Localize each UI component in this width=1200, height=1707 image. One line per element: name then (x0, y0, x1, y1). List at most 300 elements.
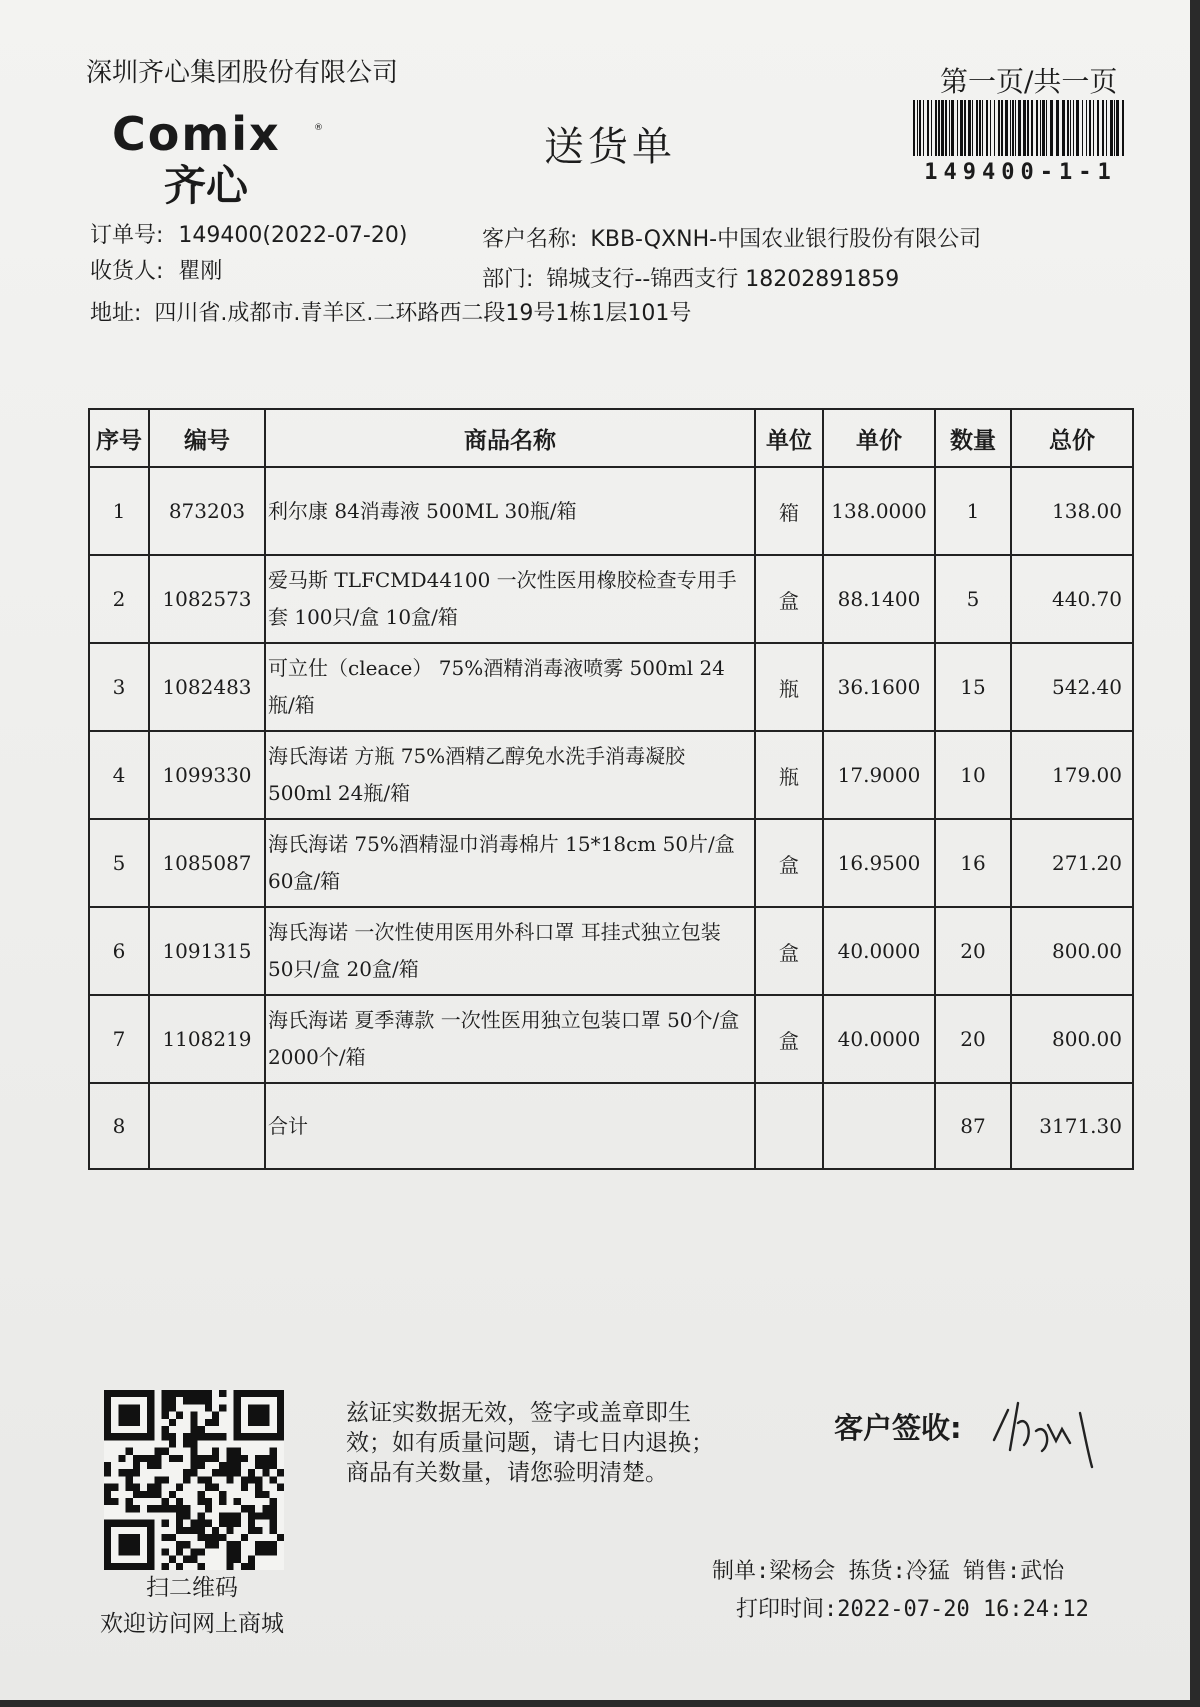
barcode-bar (998, 100, 1000, 156)
qr-module (169, 1534, 176, 1541)
qr-module (190, 1548, 197, 1555)
barcode-bar (1046, 100, 1047, 156)
barcode-bar (972, 100, 973, 156)
barcode-bar (1042, 100, 1045, 156)
total-row (89, 1083, 1133, 1169)
qr-module (169, 1455, 176, 1462)
barcode-bar (1102, 100, 1104, 156)
qr-caption-line-2: 欢迎访问网上商城 (100, 1611, 284, 1637)
barcode-bar (1086, 100, 1087, 156)
print-time: 打印时间:2022-07-20 16:24:12 (736, 1597, 1089, 1622)
qr-module (198, 1498, 205, 1505)
qr-module (133, 1491, 140, 1498)
svg-text:®: ® (314, 123, 323, 133)
qr-module (226, 1462, 233, 1469)
qr-module (262, 1491, 269, 1498)
qr-module (212, 1534, 219, 1541)
qr-module (169, 1505, 176, 1512)
header-unit: 单位 (755, 409, 823, 467)
cell-seq: 4 (89, 731, 149, 819)
qr-module (176, 1455, 183, 1462)
qr-module (126, 1505, 133, 1512)
qr-module (111, 1498, 118, 1505)
qr-module (234, 1556, 241, 1563)
qr-module (248, 1404, 270, 1426)
barcode-bar (1031, 100, 1033, 156)
qr-module (234, 1455, 241, 1462)
barcode-bar (1062, 100, 1065, 156)
qr-module (183, 1433, 190, 1440)
barcode-bar (1110, 100, 1113, 156)
qr-module (190, 1556, 197, 1563)
header-price: 单价 (823, 409, 935, 467)
qr-module (198, 1512, 205, 1519)
qr-module (255, 1484, 262, 1491)
qr-module (205, 1419, 212, 1426)
qr-module (169, 1440, 176, 1447)
cell-unit: 盒 (755, 555, 823, 643)
qr-module (248, 1469, 255, 1476)
header-qty: 数量 (935, 409, 1011, 467)
qr-module (183, 1440, 190, 1447)
qr-module (183, 1469, 190, 1476)
barcode-bar (982, 100, 983, 156)
customer-label: 客户名称: (482, 227, 578, 252)
qr-module (126, 1448, 133, 1455)
qr-module (169, 1404, 176, 1411)
cell-price: 40.0000 (823, 995, 935, 1083)
dept-value: 锦城支行--锦西支行 18202891859 (546, 267, 900, 292)
qr-module (226, 1455, 233, 1462)
cell-seq: 2 (89, 555, 149, 643)
customer-name (482, 222, 981, 253)
cell-price: 36.1600 (823, 643, 935, 731)
qr-module (270, 1505, 277, 1512)
cell-qty: 15 (935, 643, 1011, 731)
barcode-bar (986, 100, 988, 156)
qr-module (212, 1527, 219, 1534)
qr-module (154, 1455, 161, 1462)
qr-module (248, 1520, 255, 1527)
qr-module (190, 1448, 197, 1455)
qr-module (133, 1455, 140, 1462)
barcode-bar (1040, 100, 1041, 156)
cell-total: 800.00 (1011, 995, 1133, 1083)
notice-line-2: 效；如有质量问题，请七日内退换； (346, 1430, 714, 1456)
qr-module (241, 1534, 248, 1541)
qr-module (198, 1455, 205, 1462)
qr-module (104, 1469, 111, 1476)
cell-price: 138.0000 (823, 467, 935, 555)
qr-module (226, 1520, 233, 1527)
qr-module (270, 1476, 277, 1483)
qr-module (162, 1426, 169, 1433)
qr-module (198, 1548, 205, 1555)
qr-module (133, 1469, 140, 1476)
qr-module (270, 1527, 277, 1534)
qr-module (154, 1448, 161, 1455)
qr-module (183, 1512, 190, 1519)
cell-name: 爱马斯 TLFCMD44100 一次性医用橡胶检查专用手套 100只/盒 10盒/箱 (265, 555, 755, 643)
qr-module (126, 1476, 133, 1483)
qr-module (190, 1426, 197, 1433)
qr-module (277, 1469, 284, 1476)
cell-code: 1082573 (149, 555, 265, 643)
cell-price: 16.9500 (823, 819, 935, 907)
qr-module (234, 1512, 241, 1519)
qr-module (205, 1433, 212, 1440)
qr-module (154, 1476, 161, 1483)
qr-module (154, 1484, 161, 1491)
qr-module (126, 1498, 133, 1505)
qr-module (262, 1469, 269, 1476)
svg-text:齐心: 齐心 (164, 161, 249, 208)
qr-module (219, 1512, 226, 1519)
qr-module (118, 1534, 140, 1556)
qr-module (248, 1476, 255, 1483)
notice-line-1: 兹证实数据无效，签字或盖章即生 (346, 1400, 691, 1426)
qr-module (212, 1484, 219, 1491)
qr-module (190, 1527, 197, 1534)
barcode-bar (1023, 100, 1026, 156)
cell-price: 17.9000 (823, 731, 935, 819)
barcode-bar (964, 100, 966, 156)
qr-module (248, 1505, 255, 1512)
barcode-bar (919, 100, 921, 156)
qr-module (190, 1455, 197, 1462)
qr-module (234, 1462, 241, 1469)
qr-module (270, 1541, 277, 1548)
cell-price: 40.0000 (823, 907, 935, 995)
qr-module (162, 1448, 169, 1455)
qr-module (226, 1448, 233, 1455)
barcode-bar (941, 100, 944, 156)
barcode-bar (1114, 100, 1115, 156)
barcode-bar (968, 100, 971, 156)
qr-module (241, 1505, 248, 1512)
barcode-bar (1050, 100, 1053, 156)
qr-module (212, 1419, 219, 1426)
qr-module (255, 1548, 262, 1555)
barcode-bar (990, 100, 991, 156)
qr-module (147, 1484, 154, 1491)
qr-module (262, 1505, 269, 1512)
qr-module (169, 1556, 176, 1563)
qr-module (169, 1491, 176, 1498)
qr-module (118, 1455, 125, 1462)
qr-module (262, 1541, 269, 1548)
cell-seq: 7 (89, 995, 149, 1083)
barcode-bar (935, 100, 937, 156)
qr-module (205, 1498, 212, 1505)
receiver-value: 瞿刚 (178, 259, 223, 284)
qr-module (255, 1512, 262, 1519)
header-code: 编号 (149, 409, 265, 467)
cell-seq: 3 (89, 643, 149, 731)
qr-module (277, 1534, 284, 1541)
staff-info: 制单:梁杨会 拣货:冷猛 销售:武怡 (712, 1559, 1065, 1584)
qr-module (219, 1433, 226, 1440)
qr-module (162, 1433, 169, 1440)
qr-module (262, 1462, 269, 1469)
qr-module (219, 1469, 226, 1476)
qr-module (162, 1397, 169, 1404)
dept-label: 部门: (482, 267, 534, 292)
qr-module (248, 1527, 255, 1534)
qr-module (255, 1527, 262, 1534)
qr-module (270, 1462, 277, 1469)
qr-module (234, 1520, 241, 1527)
qr-module (226, 1556, 233, 1563)
qr-module (183, 1541, 190, 1548)
qr-module (270, 1548, 277, 1555)
page-info: 第一页/共一页 (940, 65, 1118, 98)
cell-code: 1108219 (149, 995, 265, 1083)
qr-module (190, 1520, 197, 1527)
total-label: 合计 (265, 1083, 755, 1169)
qr-module (176, 1527, 183, 1534)
barcode-bar (1018, 100, 1021, 156)
qr-module (169, 1433, 176, 1440)
qr-module (198, 1397, 205, 1404)
qr-module (248, 1512, 255, 1519)
qr-module (176, 1390, 183, 1397)
qr-module (154, 1505, 161, 1512)
qr-module (255, 1491, 262, 1498)
qr-module (111, 1484, 118, 1491)
qr-module (176, 1505, 183, 1512)
document-title: 送货单 (544, 124, 676, 170)
table-row (89, 555, 1133, 643)
qr-module (234, 1498, 241, 1505)
qr-module (183, 1390, 190, 1397)
notice-text (346, 1398, 714, 1488)
qr-module (140, 1455, 147, 1462)
address (90, 296, 691, 327)
qr-module (190, 1462, 197, 1469)
qr-caption-line-1: 扫二维码 (146, 1575, 238, 1601)
qr-module (277, 1484, 284, 1491)
barcode-bar (951, 100, 954, 156)
qr-module (212, 1448, 219, 1455)
qr-module (248, 1563, 255, 1570)
total-qty: 87 (935, 1083, 1011, 1169)
qr-module (255, 1462, 262, 1469)
qr-module (234, 1548, 241, 1555)
qr-module (219, 1534, 226, 1541)
qr-module (190, 1412, 197, 1419)
qr-module (234, 1448, 241, 1455)
qr-module (183, 1397, 190, 1404)
qr-module (212, 1455, 219, 1462)
table-row (89, 731, 1133, 819)
qr-module (226, 1541, 233, 1548)
qr-module (118, 1469, 125, 1476)
qr-module (226, 1563, 233, 1570)
qr-module (198, 1476, 205, 1483)
cell-code: 1085087 (149, 819, 265, 907)
order-value: 149400(2022-07-20) (178, 223, 408, 248)
qr-module (118, 1404, 140, 1426)
qr-module (176, 1520, 183, 1527)
cell-name: 利尔康 84消毒液 500ML 30瓶/箱 (265, 467, 755, 555)
notice-line-3: 商品有关数量，请您验明清楚。 (346, 1460, 668, 1486)
cell-unit: 箱 (755, 467, 823, 555)
qr-module (162, 1390, 169, 1397)
qr-module (248, 1556, 255, 1563)
total-seq: 8 (89, 1083, 149, 1169)
barcode-bar (1070, 100, 1071, 156)
barcode-bar (949, 100, 950, 156)
qr-module (262, 1455, 269, 1462)
header-seq: 序号 (89, 409, 149, 467)
qr-module (176, 1498, 183, 1505)
cell-name: 可立仕（cleace） 75%酒精消毒液喷雾 500ml 24瓶/箱 (265, 643, 755, 731)
qr-module (219, 1462, 226, 1469)
qr-module (190, 1390, 197, 1397)
qr-module (126, 1469, 133, 1476)
qr-module (212, 1541, 219, 1548)
cell-name: 海氏海诺 一次性使用医用外科口罩 耳挂式独立包装 50只/盒 20盒/箱 (265, 907, 755, 995)
qr-module (262, 1548, 269, 1555)
barcode-bar (979, 100, 981, 156)
qr-module (198, 1433, 205, 1440)
barcode-bar (923, 100, 924, 156)
barcode-bar (994, 100, 995, 156)
cell-code: 1099330 (149, 731, 265, 819)
barcode-bar (931, 100, 932, 156)
barcode-bar (913, 100, 915, 156)
total-unit-empty (755, 1083, 823, 1169)
qr-module (205, 1476, 212, 1483)
barcode-bar (917, 100, 918, 156)
qr-module (176, 1512, 183, 1519)
receiver (90, 254, 222, 285)
svg-text:Comix: Comix (112, 108, 281, 161)
cell-name: 海氏海诺 75%酒精湿巾消毒棉片 15*18cm 50片/盒 60盒/箱 (265, 819, 755, 907)
cell-code: 873203 (149, 467, 265, 555)
total-code-empty (149, 1083, 265, 1169)
qr-code (104, 1390, 284, 1570)
barcode-bar (1073, 100, 1074, 156)
qr-module (162, 1404, 169, 1411)
qr-module (198, 1534, 205, 1541)
cell-unit: 盒 (755, 907, 823, 995)
qr-module (205, 1534, 212, 1541)
qr-module (176, 1484, 183, 1491)
qr-module (262, 1512, 269, 1519)
qr-module (205, 1484, 212, 1491)
address-value: 四川省.成都市.青羊区.二环路西二段19号1栋1层101号 (154, 301, 692, 326)
qr-module (255, 1476, 262, 1483)
cell-total: 542.40 (1011, 643, 1133, 731)
department (482, 262, 899, 293)
barcode-bar (1015, 100, 1016, 156)
table-row (89, 907, 1133, 995)
qr-module (219, 1498, 226, 1505)
barcode-bar (1027, 100, 1029, 156)
qr-module (198, 1527, 205, 1534)
qr-module (140, 1491, 147, 1498)
cell-unit: 瓶 (755, 731, 823, 819)
cell-name: 海氏海诺 方瓶 75%酒精乙醇免水洗手消毒凝胶 500ml 24瓶/箱 (265, 731, 755, 819)
qr-module (205, 1404, 212, 1411)
receiver-label: 收货人: (90, 259, 164, 284)
cell-seq: 5 (89, 819, 149, 907)
qr-module (205, 1505, 212, 1512)
qr-module (255, 1541, 262, 1548)
qr-module (169, 1397, 176, 1404)
qr-module (234, 1469, 241, 1476)
cell-code: 1082483 (149, 643, 265, 731)
qr-module (234, 1541, 241, 1548)
qr-module (270, 1448, 277, 1455)
barcode-bar (1076, 100, 1079, 156)
barcode-bar (1067, 100, 1069, 156)
qr-module (183, 1476, 190, 1483)
qr-module (205, 1390, 212, 1397)
table-row (89, 643, 1133, 731)
qr-module (169, 1390, 176, 1397)
qr-module (133, 1462, 140, 1469)
qr-module (162, 1534, 169, 1541)
qr-module (162, 1412, 169, 1419)
qr-module (104, 1484, 111, 1491)
qr-module (147, 1462, 154, 1469)
cell-unit: 瓶 (755, 643, 823, 731)
comix-logo (112, 108, 342, 208)
qr-module (176, 1412, 183, 1419)
cell-qty: 16 (935, 819, 1011, 907)
qr-module (169, 1419, 176, 1426)
qr-module (190, 1419, 197, 1426)
qr-module (205, 1541, 212, 1548)
qr-module (205, 1397, 212, 1404)
barcode-bar (976, 100, 978, 156)
customer-sign-label: 客户签收: (834, 1411, 962, 1445)
qr-module (162, 1520, 169, 1527)
cell-qty: 20 (935, 995, 1011, 1083)
qr-module (190, 1469, 197, 1476)
qr-module (241, 1455, 248, 1462)
qr-module (198, 1563, 205, 1570)
qr-module (270, 1512, 277, 1519)
qr-module (133, 1505, 140, 1512)
cell-unit: 盒 (755, 819, 823, 907)
address-label: 地址: (90, 301, 142, 326)
barcode-bar (1001, 100, 1003, 156)
cell-total: 138.00 (1011, 467, 1133, 555)
order-number (90, 218, 407, 249)
table-row (89, 995, 1133, 1083)
qr-module (176, 1563, 183, 1570)
cell-qty: 1 (935, 467, 1011, 555)
barcode-number: 149400-1-1 (924, 160, 1117, 185)
cell-seq: 1 (89, 467, 149, 555)
qr-module (226, 1476, 233, 1483)
qr-module (162, 1505, 169, 1512)
qr-module (198, 1520, 205, 1527)
qr-module (212, 1469, 219, 1476)
table-row (89, 819, 1133, 907)
cell-total: 179.00 (1011, 731, 1133, 819)
qr-module (147, 1491, 154, 1498)
qr-caption (92, 1570, 292, 1642)
qr-module (226, 1548, 233, 1555)
barcode-bar (1036, 100, 1038, 156)
qr-module (126, 1484, 133, 1491)
qr-module (226, 1469, 233, 1476)
